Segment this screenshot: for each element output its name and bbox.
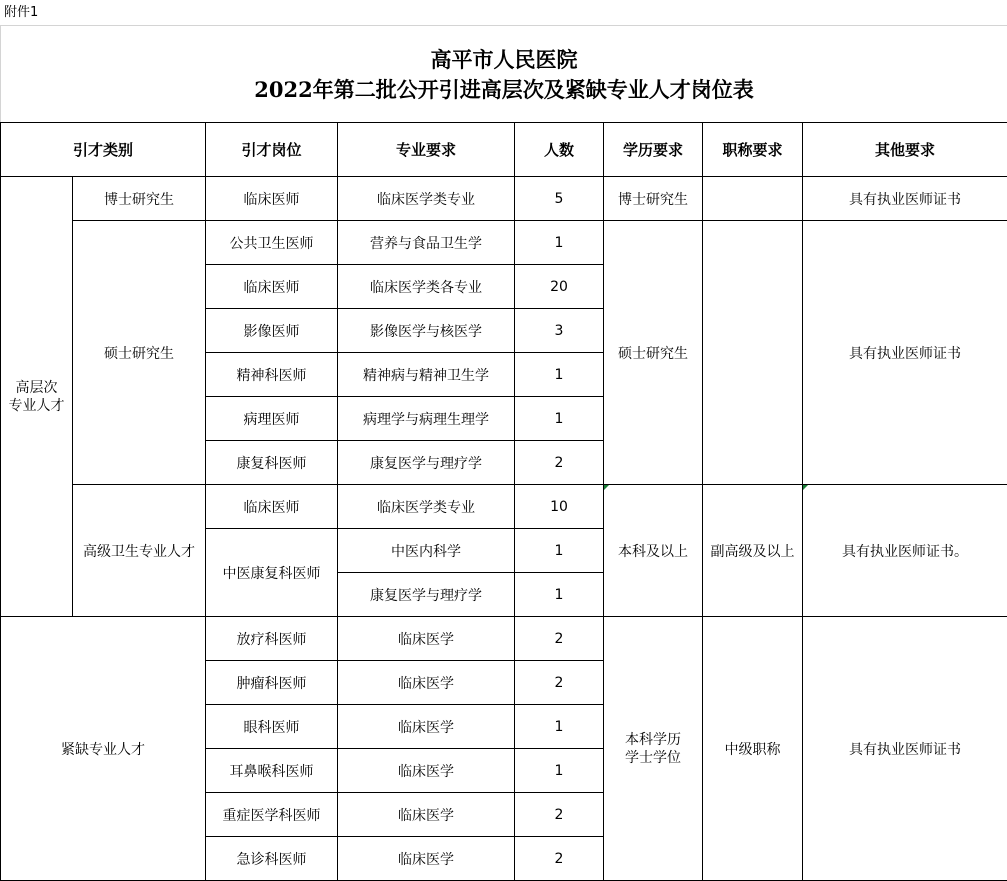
major-cell: 康复医学与理疗学 <box>338 441 515 485</box>
post-cell: 康复科医师 <box>206 441 338 485</box>
count-cell: 1 <box>515 353 604 397</box>
count-cell: 1 <box>515 529 604 573</box>
education-shortage-line1: 本科学历 <box>625 731 682 748</box>
header-count: 人数 <box>515 123 604 177</box>
table-title: 2022年第二批公开引进高层次及紧缺专业人才岗位表 <box>254 77 754 102</box>
education-shortage <box>604 617 703 881</box>
recruitment-table <box>0 122 1007 881</box>
major-cell: 病理学与病理生理学 <box>338 397 515 441</box>
major-cell: 临床医学 <box>338 793 515 837</box>
header-title-req: 职称要求 <box>703 123 803 177</box>
post-cell: 耳鼻喉科医师 <box>206 749 338 793</box>
count-cell: 2 <box>515 661 604 705</box>
title-block <box>0 26 1007 122</box>
post-cell: 重症医学科医师 <box>206 793 338 837</box>
header-major: 专业要求 <box>338 123 515 177</box>
table-row <box>1 617 1007 661</box>
table-row <box>1 177 1007 221</box>
other-master: 具有执业医师证书 <box>803 221 1007 485</box>
major-cell: 康复医学与理疗学 <box>338 573 515 617</box>
count-cell: 2 <box>515 617 604 661</box>
other-shortage: 具有执业医师证书 <box>803 617 1007 881</box>
count-cell: 1 <box>515 573 604 617</box>
major-cell: 影像医学与核医学 <box>338 309 515 353</box>
header-post: 引才岗位 <box>206 123 338 177</box>
subgroup-senior: 高级卫生专业人才 <box>73 485 206 617</box>
count-cell: 1 <box>515 705 604 749</box>
post-cell: 病理医师 <box>206 397 338 441</box>
other-doctor: 具有执业医师证书 <box>803 177 1007 221</box>
subgroup-doctor: 博士研究生 <box>73 177 206 221</box>
header-row <box>1 123 1007 177</box>
count-cell: 1 <box>515 749 604 793</box>
post-cell: 临床医师 <box>206 485 338 529</box>
education-shortage-line2: 学士学位 <box>625 749 682 766</box>
title-req-shortage: 中级职称 <box>703 617 803 881</box>
education-master: 硕士研究生 <box>604 221 703 485</box>
post-cell: 临床医师 <box>206 265 338 309</box>
hospital-name: 高平市人民医院 <box>430 47 578 72</box>
major-cell: 临床医学 <box>338 661 515 705</box>
education-senior: 本科及以上 <box>604 485 703 617</box>
major-cell: 临床医学类专业 <box>338 485 515 529</box>
post-cell: 肿瘤科医师 <box>206 661 338 705</box>
group-high-level-line1: 高层次 <box>15 379 58 396</box>
major-cell: 精神病与精神卫生学 <box>338 353 515 397</box>
count-cell: 3 <box>515 309 604 353</box>
major-cell: 临床医学 <box>338 749 515 793</box>
count-cell: 1 <box>515 221 604 265</box>
header-education: 学历要求 <box>604 123 703 177</box>
table-row <box>1 485 1007 529</box>
annex-label: 附件1 <box>0 0 1007 26</box>
count-cell: 2 <box>515 837 604 881</box>
count-cell: 5 <box>515 177 604 221</box>
post-cell: 影像医师 <box>206 309 338 353</box>
major-cell: 临床医学 <box>338 617 515 661</box>
title-req-senior: 副高级及以上 <box>703 485 803 617</box>
table-row <box>1 221 1007 265</box>
post-cell: 精神科医师 <box>206 353 338 397</box>
major-cell: 临床医学类专业 <box>338 177 515 221</box>
count-cell: 20 <box>515 265 604 309</box>
post-cell: 放疗科医师 <box>206 617 338 661</box>
header-category: 引才类别 <box>1 123 206 177</box>
group-high-level <box>1 177 73 617</box>
title-req-master <box>703 221 803 485</box>
major-cell: 临床医学 <box>338 705 515 749</box>
major-cell: 中医内科学 <box>338 529 515 573</box>
post-cell: 临床医师 <box>206 177 338 221</box>
group-shortage: 紧缺专业人才 <box>1 617 206 881</box>
post-cell: 中医康复科医师 <box>206 529 338 617</box>
subgroup-master: 硕士研究生 <box>73 221 206 485</box>
major-cell: 临床医学 <box>338 837 515 881</box>
major-cell: 营养与食品卫生学 <box>338 221 515 265</box>
education-doctor: 博士研究生 <box>604 177 703 221</box>
post-cell: 急诊科医师 <box>206 837 338 881</box>
count-cell: 2 <box>515 441 604 485</box>
count-cell: 10 <box>515 485 604 529</box>
other-senior: 具有执业医师证书。 <box>803 485 1007 617</box>
group-high-level-line2: 专业人才 <box>8 397 65 414</box>
title-req-doctor <box>703 177 803 221</box>
post-cell: 公共卫生医师 <box>206 221 338 265</box>
post-cell: 眼科医师 <box>206 705 338 749</box>
major-cell: 临床医学类各专业 <box>338 265 515 309</box>
count-cell: 2 <box>515 793 604 837</box>
count-cell: 1 <box>515 397 604 441</box>
header-other: 其他要求 <box>803 123 1007 177</box>
